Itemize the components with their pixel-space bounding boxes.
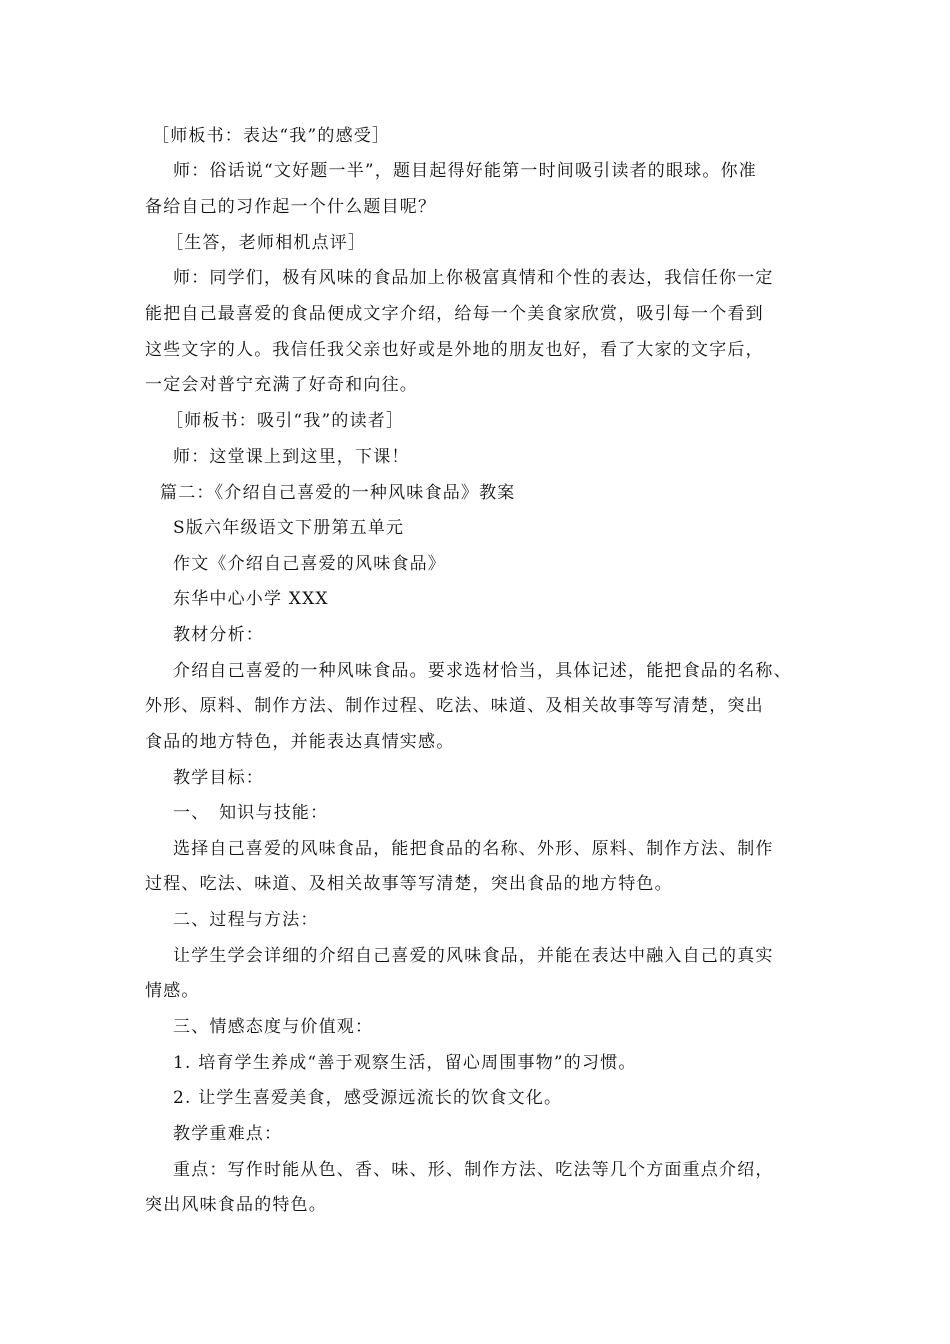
text-line: 食品的地方特色，并能表达真情实感。 [145, 732, 455, 752]
text-line: 教材分析： [173, 625, 264, 645]
text-line: 过程、吃法、味道、及相关故事等写清楚，突出食品的地方特色。 [145, 874, 673, 894]
text-line: 外形、原料、制作方法、制作过程、吃法、味道、及相关故事等写清楚，突出 [145, 696, 764, 716]
text-line: 这些文字的人。我信任我父亲也好或是外地的朋友也好，看了大家的文字后， [145, 340, 764, 360]
text-line: 让学生学会详细的介绍自己喜爱的风味食品，并能在表达中融入自己的真实 [173, 946, 774, 966]
text-line: ［师板书：表达“我”的感受］ [152, 126, 391, 146]
text-line: 东华中心小学 XXX [173, 589, 329, 609]
text-line: 师：俗话说“文好题一半”，题目起得好能第一时间吸引读者的眼球。你准 [173, 161, 757, 181]
text-line: 师：同学们，极有风味的食品加上你极富真情和个性的表达，我信任你一定 [173, 268, 774, 288]
text-line: 1. 培育学生养成“善于观察生活，留心周围事物”的习惯。 [173, 1053, 637, 1073]
text-line: ［师板书：吸引“我”的读者］ [166, 411, 405, 431]
text-line: 作文《介绍自己喜爱的风味食品》 [173, 554, 446, 574]
text-line: 师：这堂课上到这里，下课！ [173, 447, 410, 467]
text-line: 能把自己最喜爱的食品便成文字介绍，给每一个美食家欣赏，吸引每一个看到 [145, 304, 764, 324]
text-line: 教学重难点： [173, 1124, 283, 1144]
text-line: S版六年级语文下册第五单元 [173, 518, 405, 538]
text-line: 一定会对普宁充满了好奇和向往。 [145, 375, 418, 395]
text-line: 突出风味食品的特色。 [145, 1195, 327, 1215]
text-line: ［生答，老师相机点评］ [166, 233, 367, 253]
text-line: 三、情感态度与价值观： [173, 1017, 374, 1037]
text-line: 情感。 [145, 981, 200, 1001]
text-line: 选择自己喜爱的风味食品，能把食品的名称、外形、原料、制作方法、制作 [173, 839, 774, 859]
text-line: 一、 知识与技能： [173, 803, 329, 823]
text-line: 教学目标： [173, 768, 264, 788]
text-line: 介绍自己喜爱的一种风味食品。要求选材恰当，具体记述，能把食品的名称、 [173, 661, 792, 681]
text-line: 二、过程与方法： [173, 910, 319, 930]
text-line: 篇二：《介绍自己喜爱的一种风味食品》教案 [160, 483, 516, 503]
text-line: 备给自己的习作起一个什么题目呢？ [145, 197, 437, 217]
text-line: 重点：写作时能从色、香、味、形、制作方法、吃法等几个方面重点介绍， [173, 1160, 774, 1180]
text-line: 2. 让学生喜爱美食，感受源远流长的饮食文化。 [173, 1088, 563, 1108]
